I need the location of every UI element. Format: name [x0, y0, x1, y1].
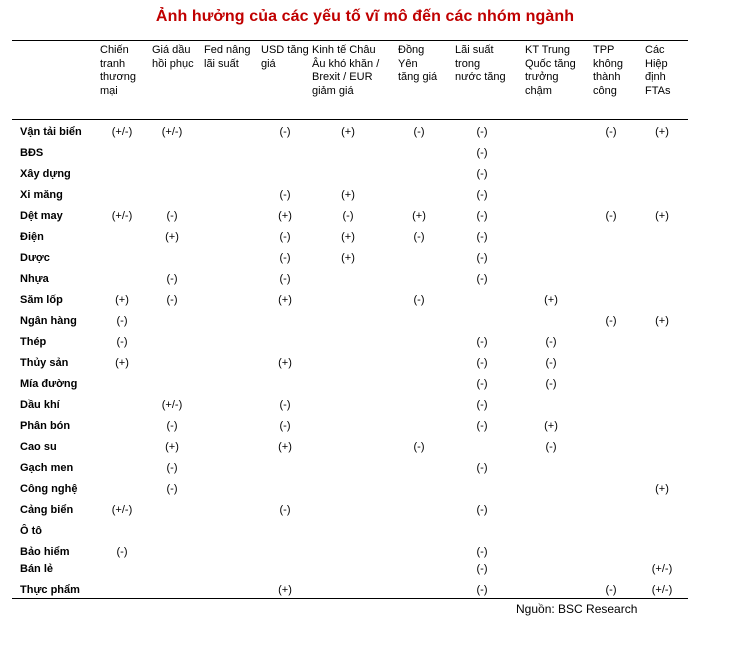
impact-cell: (+)	[544, 294, 558, 306]
impact-cell: (-)	[476, 147, 488, 159]
impact-cell: (-)	[476, 126, 488, 138]
bottom-rule	[12, 598, 688, 599]
impact-cell: (+)	[115, 294, 129, 306]
column-header: Fed nâng lãi suất	[204, 44, 251, 70]
row-label: Mía đường	[20, 378, 78, 390]
impact-cell: (-)	[605, 584, 617, 596]
impact-cell: (-)	[116, 315, 128, 327]
row-label: Gạch men	[20, 462, 74, 474]
impact-cell: (-)	[279, 231, 291, 243]
column-header: Giá dầu hồi phục	[152, 44, 194, 70]
impact-cell: (-)	[605, 126, 617, 138]
row-label: Thủy sản	[20, 357, 69, 369]
impact-cell: (+)	[278, 441, 292, 453]
top-rule	[12, 40, 688, 41]
impact-cell: (-)	[476, 357, 488, 369]
impact-cell: (-)	[279, 420, 291, 432]
impact-cell: (-)	[476, 336, 488, 348]
column-header: Lãi suất trong nước tăng	[455, 44, 506, 83]
impact-cell: (-)	[279, 126, 291, 138]
impact-cell: (-)	[545, 441, 557, 453]
column-header: USD tăng giá	[261, 44, 309, 70]
impact-cell: (-)	[476, 210, 488, 222]
row-label: Vận tải biển	[20, 126, 82, 138]
impact-cell: (-)	[476, 584, 488, 596]
column-header: KT Trung Quốc tăng trưởng chậm	[525, 44, 576, 97]
impact-cell: (-)	[166, 462, 178, 474]
row-label: Thép	[20, 336, 47, 348]
impact-cell: (-)	[476, 546, 488, 558]
impact-cell: (-)	[413, 441, 425, 453]
impact-cell: (-)	[545, 378, 557, 390]
impact-cell: (-)	[476, 563, 488, 575]
impact-cell: (-)	[413, 126, 425, 138]
impact-cell: (+)	[655, 483, 669, 495]
impact-cell: (-)	[545, 357, 557, 369]
impact-cell: (-)	[279, 399, 291, 411]
impact-cell: (+)	[115, 357, 129, 369]
row-label: Dầu khí	[20, 399, 60, 411]
row-label: Dược	[20, 252, 50, 264]
row-label: Thực phẩm	[20, 584, 80, 596]
impact-cell: (-)	[476, 273, 488, 285]
impact-cell: (-)	[279, 252, 291, 264]
chart-title: Ảnh hưởng của các yếu tố vĩ mô đến các nhóm ngành	[155, 8, 575, 25]
column-header: Các Hiệp định FTAs	[645, 44, 671, 97]
row-label: Cảng biển	[20, 504, 74, 516]
impact-cell: (+)	[655, 126, 669, 138]
impact-cell: (+)	[278, 357, 292, 369]
impact-cell: (-)	[116, 546, 128, 558]
row-label: Bảo hiểm	[20, 546, 70, 558]
impact-cell: (-)	[476, 462, 488, 474]
impact-cell: (-)	[116, 336, 128, 348]
impact-cell: (+)	[341, 252, 355, 264]
impact-cell: (+/-)	[161, 399, 183, 411]
row-label: Săm lốp	[20, 294, 63, 306]
impact-cell: (+)	[341, 231, 355, 243]
header-rule	[12, 119, 688, 120]
impact-cell: (+)	[278, 584, 292, 596]
row-label: Cao su	[20, 441, 57, 453]
column-header: Chiến tranh thương mại	[100, 44, 136, 97]
impact-cell: (-)	[476, 189, 488, 201]
impact-cell: (-)	[166, 294, 178, 306]
row-label: Ô tô	[20, 525, 42, 537]
impact-cell: (-)	[605, 315, 617, 327]
impact-cell: (-)	[166, 210, 178, 222]
impact-cell: (+)	[165, 441, 179, 453]
impact-cell: (-)	[476, 231, 488, 243]
source-note: Nguồn: BSC Research	[516, 602, 638, 616]
row-label: Ngân hàng	[20, 315, 77, 327]
impact-cell: (-)	[476, 420, 488, 432]
row-label: Bán lẻ	[20, 563, 54, 575]
column-header: TPP không thành công	[593, 44, 623, 97]
impact-cell: (+/-)	[111, 504, 133, 516]
impact-cell: (+)	[341, 189, 355, 201]
impact-cell: (-)	[166, 420, 178, 432]
impact-cell: (-)	[342, 210, 354, 222]
impact-cell: (-)	[166, 483, 178, 495]
impact-cell: (+)	[278, 210, 292, 222]
row-label: Công nghệ	[20, 483, 78, 495]
impact-cell: (+)	[655, 210, 669, 222]
row-label: Xây dựng	[20, 168, 71, 180]
impact-cell: (+)	[165, 231, 179, 243]
impact-cell: (+/-)	[161, 126, 183, 138]
impact-cell: (-)	[476, 168, 488, 180]
impact-cell: (-)	[279, 504, 291, 516]
row-label: Dệt may	[20, 210, 63, 222]
impact-cell: (+)	[341, 126, 355, 138]
row-label: Điện	[20, 231, 44, 243]
impact-cell: (+/-)	[111, 210, 133, 222]
impact-cell: (-)	[476, 252, 488, 264]
impact-cell: (-)	[476, 378, 488, 390]
row-label: Phân bón	[20, 420, 71, 432]
impact-cell: (+)	[412, 210, 426, 222]
impact-cell: (-)	[476, 504, 488, 516]
impact-cell: (-)	[413, 294, 425, 306]
impact-cell: (-)	[545, 336, 557, 348]
impact-cell: (-)	[279, 273, 291, 285]
column-header: Kinh tế Châu Âu khó khăn / Brexit / EUR giảm giá	[312, 44, 380, 97]
impact-cell: (-)	[605, 210, 617, 222]
row-label: Xi măng	[20, 189, 63, 201]
impact-cell: (+)	[278, 294, 292, 306]
column-header: Đồng Yên tăng giá	[398, 44, 438, 83]
impact-cell: (+)	[544, 420, 558, 432]
impact-cell: (-)	[166, 273, 178, 285]
row-label: BĐS	[20, 147, 44, 159]
impact-cell: (-)	[476, 399, 488, 411]
impact-cell: (+/-)	[111, 126, 133, 138]
impact-cell: (+/-)	[651, 584, 673, 596]
impact-cell: (-)	[279, 189, 291, 201]
impact-cell: (-)	[413, 231, 425, 243]
impact-cell: (+)	[655, 315, 669, 327]
impact-cell: (+/-)	[651, 563, 673, 575]
row-label: Nhựa	[20, 273, 49, 285]
